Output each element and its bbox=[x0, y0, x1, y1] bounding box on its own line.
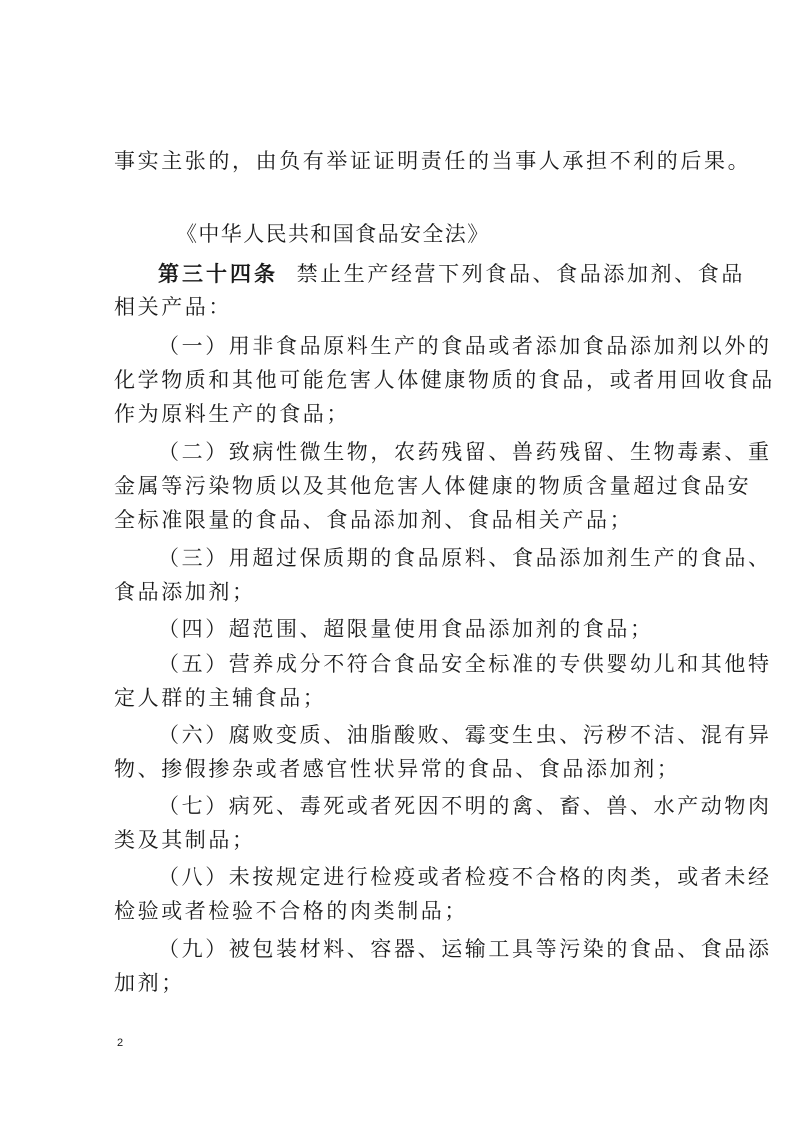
item-2-line-3: 全标准限量的食品、食品添加剂、食品相关产品； bbox=[114, 508, 634, 532]
article-intro-text: 禁止生产经营下列食品、食品添加剂、食品 bbox=[296, 262, 745, 286]
item-3-line-1: （三）用超过保质期的食品原料、食品添加剂生产的食品、 bbox=[158, 546, 772, 570]
item-1-line-3: 作为原料生产的食品； bbox=[114, 402, 350, 426]
item-6-line-2: 物、掺假掺杂或者感官性状异常的食品、食品添加剂； bbox=[114, 757, 681, 781]
opening-line: 事实主张的，由负有举证证明责任的当事人承担不利的后果。 bbox=[114, 149, 752, 173]
item-7-line-2: 类及其制品； bbox=[114, 828, 256, 852]
law-title: 《中华人民共和国食品安全法》 bbox=[176, 222, 490, 246]
item-5-line-1: （五）营养成分不符合食品安全标准的专供婴幼儿和其他特 bbox=[158, 652, 772, 676]
article-heading: 第三十四条 bbox=[158, 262, 278, 286]
item-2-line-2: 金属等污染物质以及其他危害人体健康的物质含量超过食品安 bbox=[114, 474, 752, 498]
item-3-line-2: 食品添加剂； bbox=[114, 580, 256, 604]
item-6-line-1: （六）腐败变质、油脂酸败、霉变生虫、污秽不洁、混有异 bbox=[158, 723, 772, 747]
article-intro-line bbox=[158, 262, 745, 286]
item-1-line-2: 化学物质和其他可能危害人体健康物质的食品，或者用回收食品 bbox=[114, 368, 775, 392]
item-9-line-2: 加剂； bbox=[114, 971, 185, 995]
item-8-line-1: （八）未按规定进行检疫或者检疫不合格的肉类，或者未经 bbox=[158, 865, 772, 889]
item-2-line-1: （二）致病性微生物，农药残留、兽药残留、生物毒素、重 bbox=[158, 440, 772, 464]
page-number: 2 bbox=[117, 1037, 124, 1049]
item-1-line-1: （一）用非食品原料生产的食品或者添加食品添加剂以外的 bbox=[158, 334, 772, 358]
article-intro-continuation: 相关产品： bbox=[114, 295, 232, 319]
item-5-line-2: 定人群的主辅食品； bbox=[114, 686, 327, 710]
item-9-line-1: （九）被包装材料、容器、运输工具等污染的食品、食品添 bbox=[158, 937, 772, 961]
item-8-line-2: 检验或者检验不合格的肉类制品； bbox=[114, 899, 468, 923]
article-gap bbox=[278, 262, 297, 286]
item-4-line-1: （四）超范围、超限量使用食品添加剂的食品； bbox=[158, 617, 654, 641]
item-7-line-1: （七）病死、毒死或者死因不明的禽、畜、兽、水产动物肉 bbox=[158, 794, 772, 818]
